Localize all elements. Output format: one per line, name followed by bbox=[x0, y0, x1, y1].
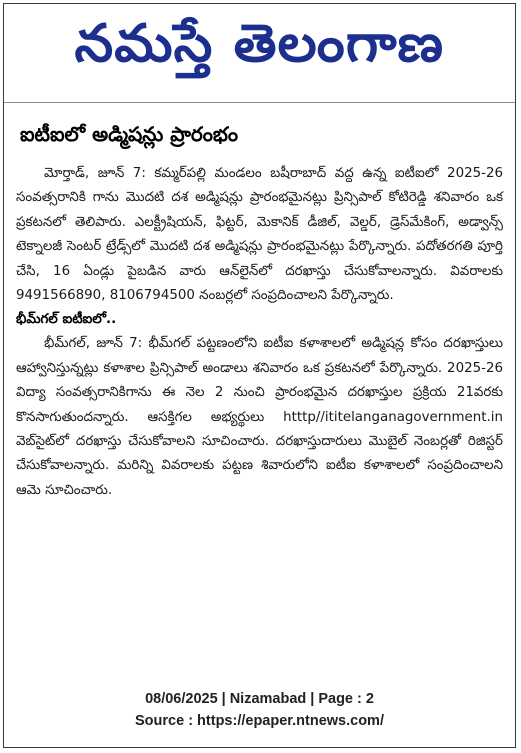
article-subheading: భీమ్‌గల్ ఐటీఐలో.. bbox=[16, 312, 117, 328]
footer-date: 08/06/2025 bbox=[145, 691, 218, 707]
divider bbox=[4, 102, 515, 103]
footer-meta-line bbox=[4, 688, 515, 710]
masthead bbox=[4, 4, 515, 96]
footer-separator: | bbox=[310, 691, 315, 707]
article-paragraph-2: భీమ్‌గల్, జూన్ 7: భీమ్‌గల్ పట్టణంలోని ఐటీఐ కళాశాలలో అడ్మిషన్ల కోసం దరఖాస్తులు ఆహ్వానిస్తున్నట్లు కళాశాల ప్రిన్సిపాల్ అండాలు శనివారం ఒక ప్రకటనలో పేర్కొన్నారు. 2025-26 విద్యా సంవత్సరానికిగాను ఈ నెల 2 నుంచి ప్రారంభమైన దరఖాస్తుల ప్రక్రియ 21వరకు కొనసాగుతుందన్నారు. ఆసక్తిగల అభ్యర్థులు htttp//ititelanganagovernment.in వెబ్‌సైట్‌లో దరఖాస్తు చేసుకోవాలని సూచించారు. దరఖాస్తుదారులు మొబైల్ నెంబర్లతో రిజిస్టర్ చేసుకోవాలన్నారు. మరిన్ని వివరాలకు పట్టణ శివారులోని ఐటీఐ కళాశాలలో సంప్రదించాలని ఆమె సూచించారు. bbox=[16, 336, 503, 498]
article bbox=[16, 114, 503, 503]
footer-page: Page : 2 bbox=[318, 691, 374, 707]
footer-edition: Nizamabad bbox=[229, 691, 307, 707]
article-paragraph-1: మోర్తాడ్, జూన్ 7: కమ్మర్‌పల్లి మండలం బషీరాబాద్ వద్ద ఉన్న ఐటీఐలో 2025-26 సంవత్సరానికి గాను మొదటి దశ అడ్మిషన్లు ప్రారంభమైనట్లు ప్రిన్సిపాల్ కోటిరెడ్డి శనివారం ఒక ప్రకటనలో తెలిపారు. ఎలక్ట్రీషియన్, ఫిట్టర్, మెకానిక్ డీజిల్, వెల్డర్, డ్రెస్‌మేకింగ్, అడ్వాన్స్ టెక్నాలజీ సెంటర్ ట్రేడ్స్‌లో మొదటి దశ అడ్మిషన్లు ప్రారంభమైనట్లు పేర్కొన్నారు. పదోతరగతి పూర్తి చేసి, 16 ఏండ్లు పైబడిన వారు ఆన్‌లైన్‌లో దరఖాస్తు చేసుకోవాలన్నారు. వివరాలకు 9491566890, 8106794500 నంబర్లలో సంప్రదించాలని పేర్కొన్నారు. bbox=[16, 166, 503, 304]
footer-source: Source : https://epaper.ntnews.com/ bbox=[135, 713, 384, 729]
clipping-frame bbox=[3, 3, 516, 748]
article-headline: ఐటీఐలో అడ్మిషన్లు ప్రారంభం bbox=[20, 122, 238, 146]
clipping-footer bbox=[4, 688, 515, 732]
footer-separator: | bbox=[221, 691, 226, 707]
newspaper-logo: నమస్తే తెలంగాణ bbox=[74, 13, 445, 74]
